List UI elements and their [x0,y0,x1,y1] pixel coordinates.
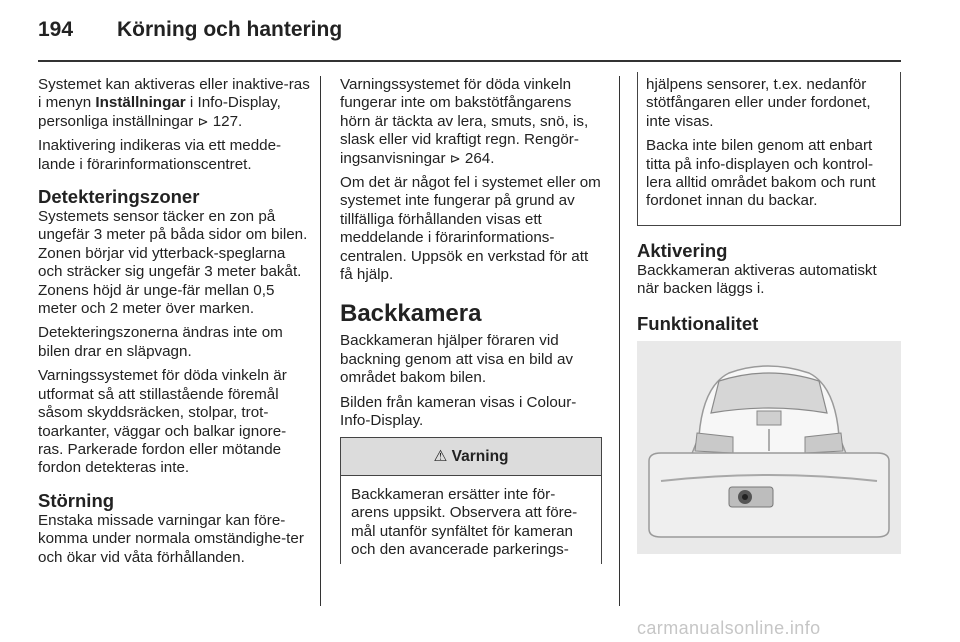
page-number: 194 [38,18,74,41]
heading-rear-camera: Backkamera [340,300,482,328]
warning-text-continued: hjälpens sensorer, t.ex. nedanför stötfångaren eller under fordonet, inte visas. [646,76,871,130]
camera-lens-center [742,494,748,500]
column-1 [38,76,310,573]
paragraph-text: Systemet kan aktiveras eller inaktive-ras i menyn [38,76,310,112]
column-2 [340,76,602,564]
page-ref-arrow-icon: ⊳ [449,150,461,166]
column-divider [320,76,321,606]
paragraph-camera-intro: Backkameran hjälper föraren vid backning genom att visa en bild av området bakom bilen. [340,332,574,387]
page-ref: 127. [212,112,243,130]
badge [757,411,781,425]
page-header [0,0,960,62]
column-3 [637,72,901,554]
rear-window [711,373,827,413]
warning-title: Varning [451,447,509,465]
warning-header [341,438,601,476]
rear-camera-illustration [637,341,901,554]
heading-activation: Aktivering [637,239,728,261]
heading-fault: Störning [38,489,115,511]
watermark: carmanualsonline.info [637,618,821,638]
paragraph-deactivation: Inaktivering indikeras via ett medde-lande i förarinformationscentret. [38,137,282,173]
paragraph-missed-warnings: Enstaka missade varningar kan före-komma under normala omständighe-ter och ökar vid våta förhållanden. [38,511,304,566]
warning-box-continued [637,72,901,226]
paragraph-zones: Systemets sensor täcker en zon på ungefär 3 meter på båda sidor om bilen. Zonen börjar vid ytterback-speglarna och sträcker sig ungefär 3 meter bakåt. Zonens höjd är unge-fär mellan 0,5 meter och 2 meter över marken. [38,208,308,318]
paragraph-activation-menu [38,76,310,131]
page-ref: 264. [464,149,495,167]
paragraph-trailer: Detekteringszonerna ändras inte om bilen drar en släpvagn. [38,324,283,360]
header-rule [38,60,901,62]
car-rear-camera-image [637,341,901,554]
warning-text-reversing: Backa inte bilen genom att enbart titta på info-displayen och kontrol-lera alltid området bakom och runt fordonet innan du backar. [646,137,876,210]
warning-triangle-icon: ⚠ [433,447,448,465]
warning-text: Backkameran ersätter inte för-arens uppsikt. Observera att före-mål utanför synfältet för kameran och den avancerade parkerings- [351,485,578,559]
page-title: Körning och hantering [117,18,343,41]
paragraph-bumper-corners [340,76,602,168]
menu-name-settings: Inställningar [95,94,186,112]
heading-detection-zones: Detekteringszoner [38,186,200,208]
left-tail-light [695,433,733,453]
paragraph-text: Varningssystemet för döda vinkeln fungerar inte om bakstötfångarens hörn är täckta av lera, smuts, snö, is, slask eller vid kraftigt regn. Rengör-ingsanvisningar [340,76,589,167]
paragraph-activation: Backkameran aktiveras automatiskt när backen läggs i. [637,261,877,298]
warning-box [340,437,602,564]
page-ref-arrow-icon: ⊳ [197,113,209,129]
paragraph-camera-display: Bilden från kameran visas i Colour-Info-Display. [340,393,577,430]
heading-functionality: Funktionalitet [637,312,759,334]
paragraph-ignored-objects: Varningssystemet för döda vinkeln är utformat så att stillastående föremål såsom skyddsräcken, stolpar, trot-toarkanter, väggar och balkar ignore-ras. Parkerade fordon eller mötande fordon detekteras inte. [38,367,287,477]
paragraph-system-fault: Om det är något fel i systemet eller om systemet inte fungerar på grund av tillfälliga förhållanden visas ett meddelande i förarinformations-centralen. Uppsök en verkstad för att få hjälp. [340,174,601,284]
column-divider [619,76,620,606]
paragraph-text: i Info-Display, personliga inställningar [38,94,281,130]
right-tail-light [805,433,843,453]
